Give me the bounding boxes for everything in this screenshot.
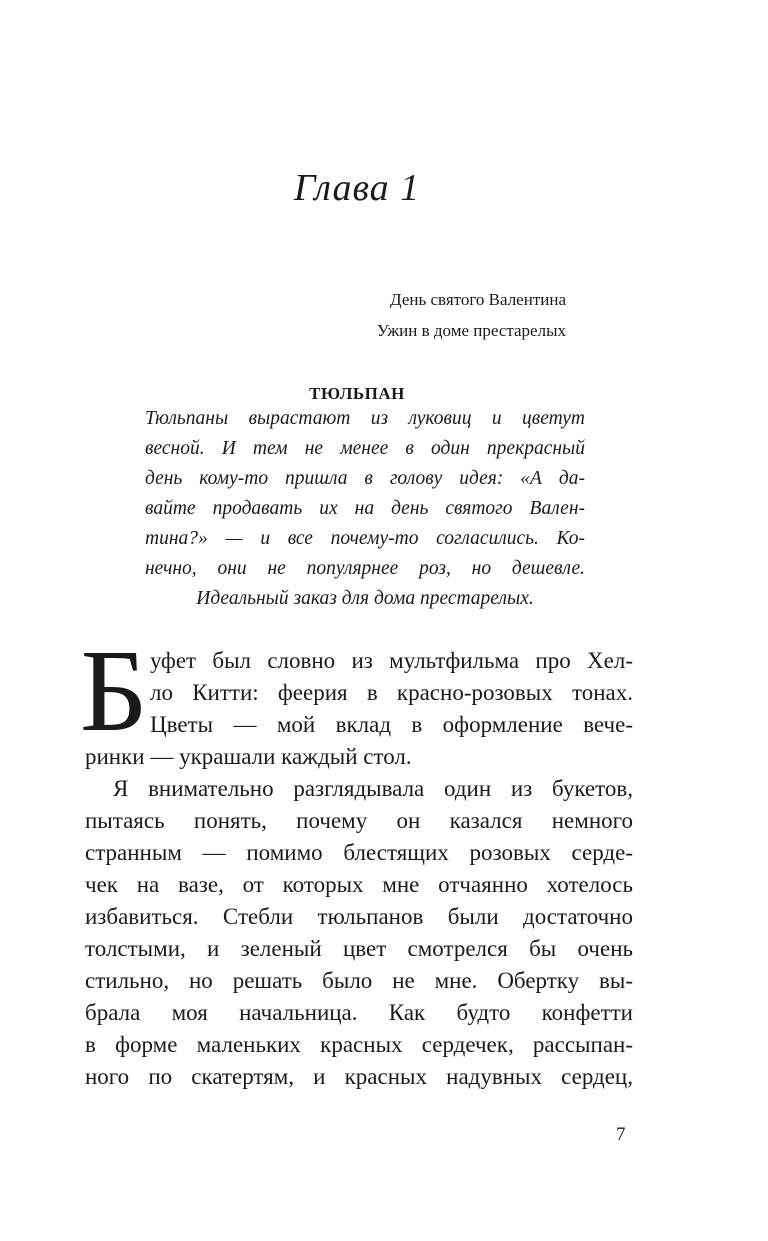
flower-note-line: Тюльпаны вырастают из луковиц и цветут xyxy=(145,408,585,429)
chapter-title: Глава 1 xyxy=(293,167,421,209)
body-line: ринки — украшали каждый стол. xyxy=(85,744,412,769)
body-line: стильно, но решать было не мне. Обертку вы- xyxy=(85,968,633,993)
epigraph-line: День святого Валентина xyxy=(390,290,566,309)
drop-cap: Б xyxy=(80,625,148,756)
body-line: в форме маленьких красных сердечек, рассыпан- xyxy=(85,1032,633,1057)
flower-note-line: нечно, они не популярнее роз, но дешевле. xyxy=(145,558,585,579)
body-line: странным — помимо блестящих розовых серде- xyxy=(85,840,633,865)
body-line: Цветы — мой вклад в оформление вече- xyxy=(150,712,633,737)
flower-note-line: весной. И тем не менее в один прекрасный xyxy=(145,438,585,459)
body-line: брала моя начальница. Как будто конфетти xyxy=(85,1000,633,1025)
epigraph-line: Ужин в доме престарелых xyxy=(376,321,566,340)
page-number: 7 xyxy=(616,1124,626,1145)
body-line: пытаясь понять, почему он казался немного xyxy=(85,808,633,833)
body-line: уфет был словно из мультфильма про Хел- xyxy=(150,648,633,673)
body-line: Я внимательно разглядывала один из букетов, xyxy=(113,776,633,801)
flower-note-line: Идеальный заказ для дома престарелых. xyxy=(196,588,534,609)
body-line: ного по скатертям, и красных надувных сердец, xyxy=(85,1064,633,1089)
body-line: чек на вазе, от которых мне отчаянно хотелось xyxy=(85,872,633,897)
flower-note-line: вайте продавать их на день святого Вален- xyxy=(145,498,585,519)
flower-note-line: день кому-то пришла в голову идея: «А да- xyxy=(145,468,585,489)
flower-note-line: тина?» — и все почему-то согласились. Ко- xyxy=(145,528,585,549)
body-line: толстыми, и зеленый цвет смотрелся бы очень xyxy=(85,936,633,961)
body-line: избавиться. Стебли тюльпанов были достаточно xyxy=(85,904,633,929)
body-line: ло Китти: феерия в красно-розовых тонах. xyxy=(150,680,633,705)
flower-heading: ТЮЛЬПАН xyxy=(309,384,405,403)
